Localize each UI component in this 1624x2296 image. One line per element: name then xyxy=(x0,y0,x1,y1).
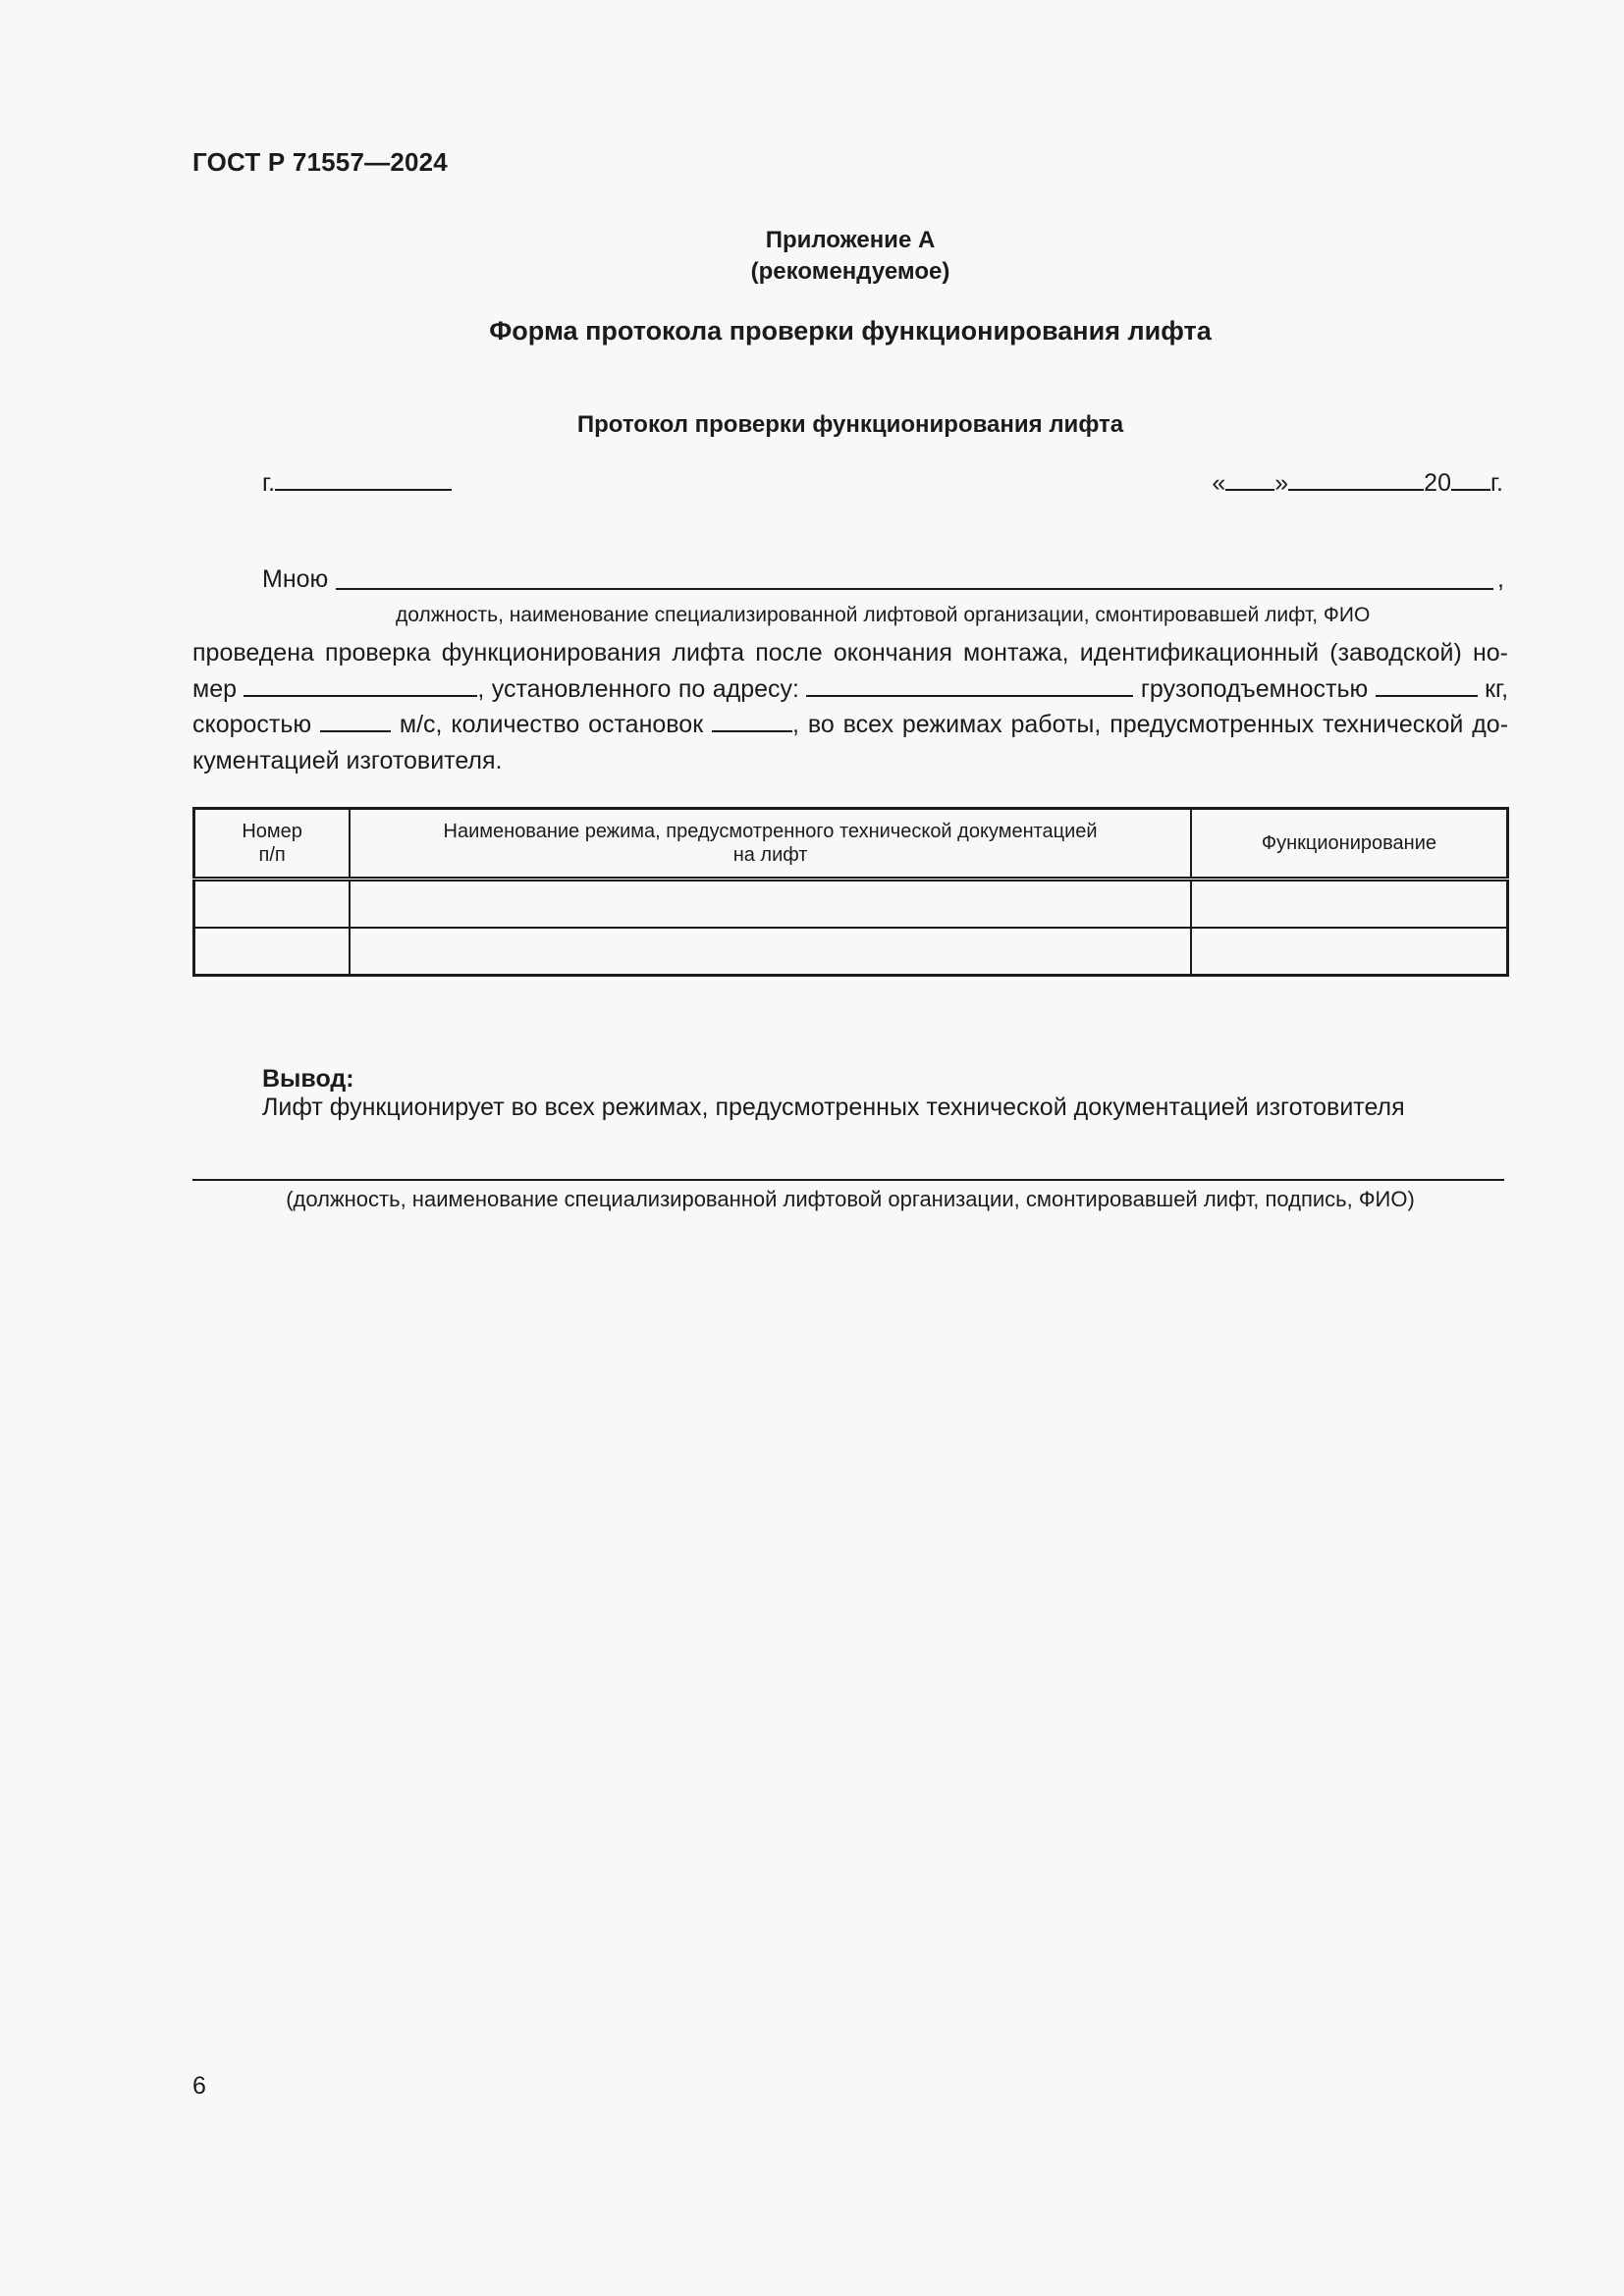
protocol-body xyxy=(192,635,1508,778)
city-blank[interactable] xyxy=(275,489,452,491)
standard-id: ГОСТ Р 71557—2024 xyxy=(192,147,448,177)
date-close-quote: » xyxy=(1274,469,1289,497)
year-blank[interactable] xyxy=(1451,489,1490,491)
annex-title: Приложение А xyxy=(765,227,936,253)
body-line-4: кументацией изготовителя. xyxy=(192,746,503,774)
day-blank[interactable] xyxy=(1225,489,1274,491)
annex-subtitle: (рекомендуемое) xyxy=(750,258,950,285)
body-line-2 xyxy=(192,671,1508,708)
table-cell[interactable] xyxy=(194,880,351,929)
page-number: 6 xyxy=(192,2072,206,2100)
year-suffix: г. xyxy=(1489,469,1503,497)
table-cell[interactable] xyxy=(350,928,1191,976)
body-text: мер xyxy=(192,674,237,703)
protocol-title: Протокол проверки функционирования лифта xyxy=(576,411,1124,438)
body-text: м/с, количество остановок xyxy=(399,711,704,738)
header-functioning: Функционирование xyxy=(1191,809,1508,880)
month-blank[interactable] xyxy=(1288,489,1424,491)
body-text: кг, xyxy=(1485,674,1509,703)
serial-number-blank[interactable] xyxy=(244,695,477,697)
performed-by-caption: должность, наименование специализированной лифтовой организации, смонтировавшей лифт, ФИО xyxy=(396,604,1371,626)
body-text: скоростью xyxy=(192,711,312,738)
annex-heading xyxy=(192,225,1508,288)
performed-by-label: Мною xyxy=(262,565,329,593)
body-text: грузоподъемностью xyxy=(1140,674,1369,703)
stops-blank[interactable] xyxy=(712,730,792,732)
table-header-row xyxy=(194,809,1508,880)
date-open-quote: « xyxy=(1212,469,1226,497)
header-mode: Наименование режима, предусмотренного технической документацией на лифт xyxy=(350,809,1191,880)
speed-blank[interactable] xyxy=(320,730,391,732)
body-line-3 xyxy=(192,707,1508,743)
date-field xyxy=(1212,469,1503,498)
address-blank[interactable] xyxy=(806,695,1133,697)
city-field xyxy=(262,469,452,498)
signature-caption: (должность, наименование специализированной лифтовой организации, смонтировавшей лифт, подпись, ФИО) xyxy=(286,1187,1415,1211)
conclusion-heading: Вывод: xyxy=(262,1065,354,1093)
performed-by-blank[interactable] xyxy=(336,588,1493,590)
signature-line[interactable] xyxy=(192,1179,1504,1181)
body-line-1: проведена проверка функционирования лифта после окончания монтажа, идентификационный (заводской) но- xyxy=(192,639,1508,667)
body-text: , во всех режимах работы, предусмотренных технической до- xyxy=(792,711,1509,738)
table-cell[interactable] xyxy=(1191,928,1508,976)
performed-by-row xyxy=(262,565,1504,594)
header-number: Номер п/п xyxy=(194,809,351,880)
year-prefix: 20 xyxy=(1424,469,1451,497)
table-cell[interactable] xyxy=(1191,880,1508,929)
table-cell[interactable] xyxy=(194,928,351,976)
table-cell[interactable] xyxy=(350,880,1191,929)
table-row xyxy=(194,928,1508,976)
table-row xyxy=(194,880,1508,929)
capacity-blank[interactable] xyxy=(1376,695,1478,697)
city-prefix: г. xyxy=(262,469,276,497)
conclusion-text: Лифт функционирует во всех режимах, предусмотренных технической документацией изготовителя xyxy=(262,1094,1405,1121)
protocol-table xyxy=(192,807,1509,977)
form-title: Форма протокола проверки функционирования лифта xyxy=(489,316,1212,346)
performed-by-comma: , xyxy=(1497,565,1504,593)
body-text: , установленного по адресу: xyxy=(477,674,799,703)
